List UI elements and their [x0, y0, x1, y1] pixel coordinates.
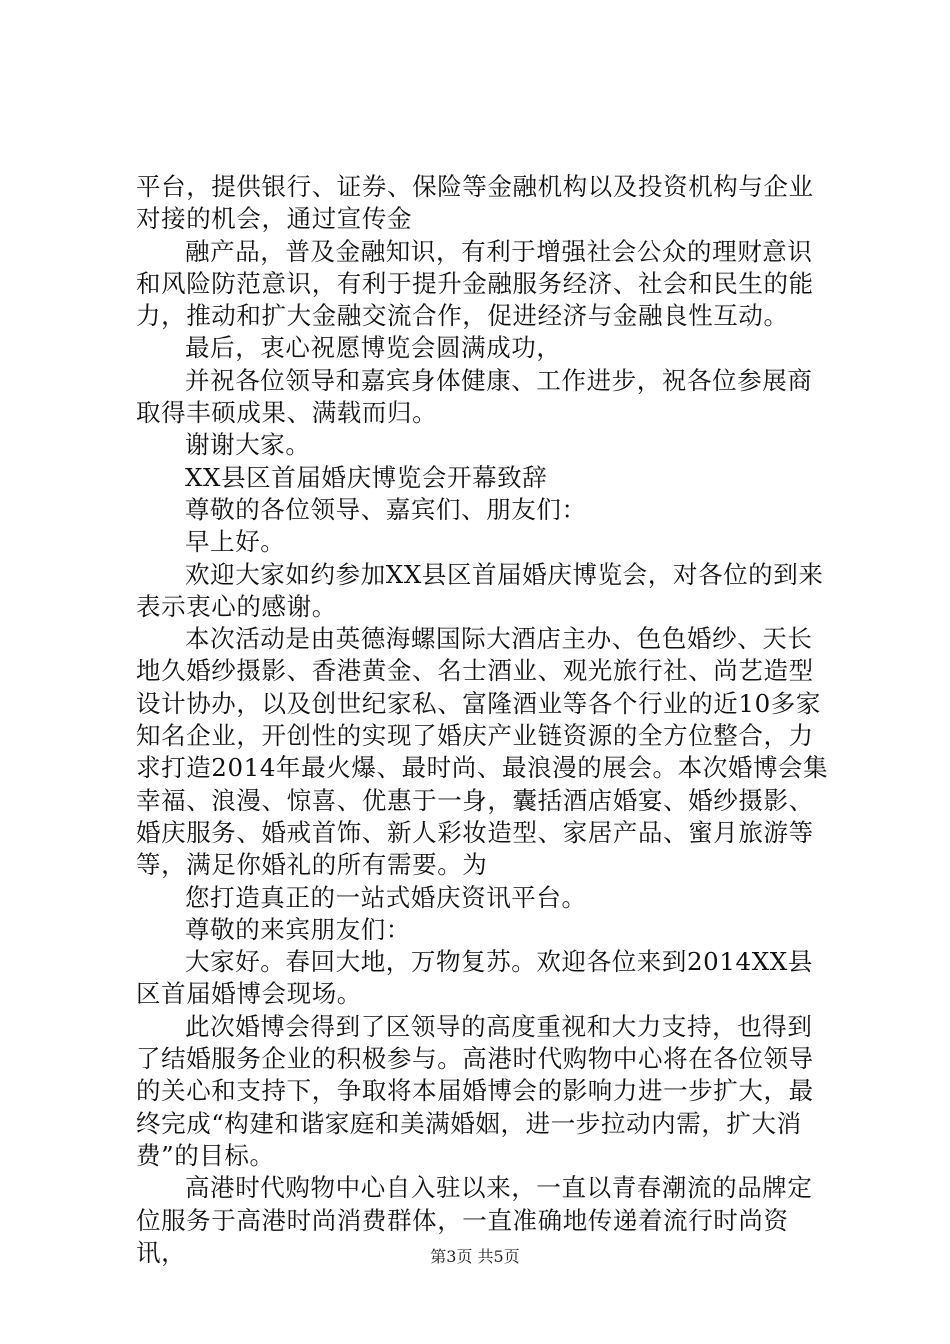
- greeting: 早上好。: [185, 527, 286, 557]
- speech-title: XX县区首届婚庆博览会开幕致辞: [185, 462, 548, 492]
- paragraph: 此次婚博会得到了区领导的高度重视和大力支持，也得到了结婚服务企业的积极参与。高港时代购物中心将在各位领导的关心和支持下，争取将本届婚博会的影响力进一步扩大，最终完成“构建和谐家庭和美满婚姻，进一步拉动内需，扩大消费”的目标。: [136, 1011, 814, 1170]
- paragraph: 融产品，普及金融知识，有利于增强社会公众的理财意识和风险防范意识，有利于提升金融服务经济、社会和民生的能力，推动和扩大金融交流合作，促进经济与金融良性互动。: [136, 236, 814, 331]
- paragraph: 您打造真正的一站式婚庆资讯平台。: [185, 882, 587, 912]
- paragraph: 并祝各位领导和嘉宾身体健康、工作进步，祝各位参展商取得丰硕成果、满载而归。: [136, 365, 813, 428]
- page-number: 第3页 共5页: [430, 1247, 520, 1266]
- salutation: 尊敬的各位领导、嘉宾们、朋友们：: [185, 494, 587, 524]
- paragraph: 大家好。春回大地，万物复苏。欢迎各位来到2014XX县区首届婚博会现场。: [136, 947, 813, 1009]
- paragraph: 谢谢大家。: [185, 430, 311, 460]
- salutation: 尊敬的来宾朋友们：: [185, 914, 411, 944]
- paragraph: 本次活动是由英德海螺国际大酒店主办、色色婚纱、天长地久婚纱摄影、香港黄金、名士酒业、观光旅行社、尚艺造型设计协办，以及创世纪家私、富隆酒业等各个行业的近10多家知名企业，开创性的实现了婚庆产业链资源的全方位整合，力求打造2014年最火爆、最时尚、最浪漫的展会。本次婚博会集幸福、浪漫、惊喜、优惠于一身，囊括酒店婚宴、婚纱摄影、婚庆服务、婚戒首饰、新人彩妆造型、家居产品、蜜月旅游等等，满足你婚礼的所有需要。为: [136, 624, 829, 880]
- paragraph: 欢迎大家如约参加XX县区首届婚庆博览会，对各位的到来表示衷心的感谢。: [136, 559, 824, 621]
- paragraph: 高港时代购物中心自入驻以来，一直以青春潮流的品牌定位服务于高港时尚消费群体，一直准确地传递着流行时尚资讯，: [136, 1173, 813, 1267]
- paragraph: 平台，提供银行、证券、保险等金融机构以及投资机构与企业对接的机会，通过宣传金: [136, 172, 814, 234]
- body-text: [136, 171, 836, 1269]
- paragraph: 最后，衷心祝愿博览会圆满成功，: [185, 333, 562, 363]
